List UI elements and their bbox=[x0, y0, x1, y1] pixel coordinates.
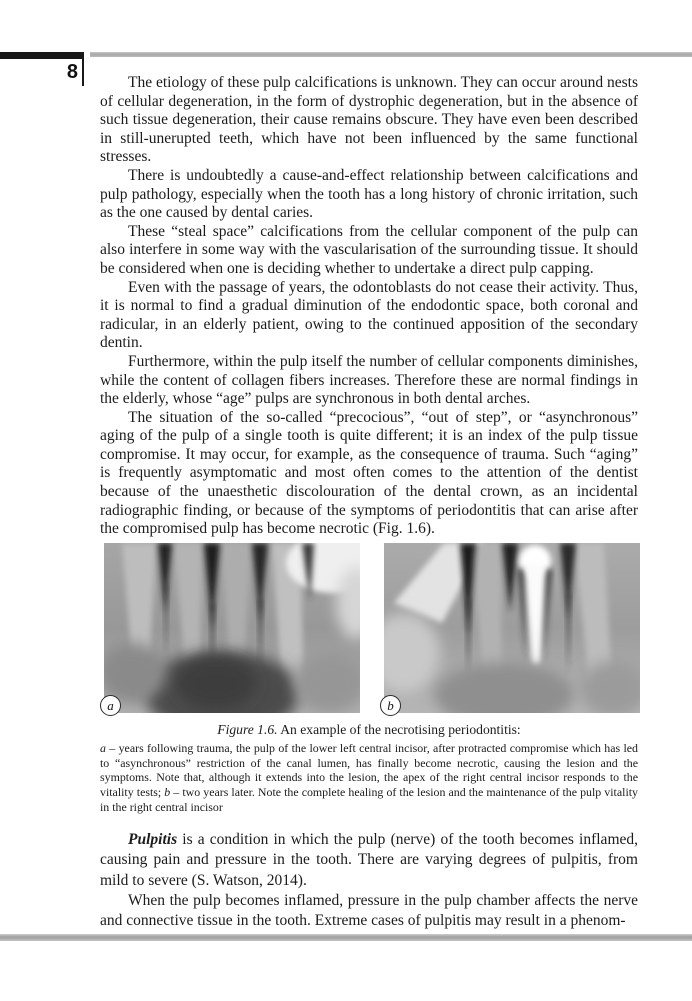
body-paragraph: When the pulp becomes inflamed, pressure in the pulp chamber affects the nerve and connective tissue in the tooth. Extreme cases of pulpitis may result in a phenom- bbox=[100, 892, 638, 930]
post-figure-text bbox=[100, 830, 638, 932]
xray-a-image bbox=[104, 543, 360, 713]
caption-marker-b: b bbox=[164, 785, 171, 800]
page-number: 8 bbox=[66, 61, 78, 83]
figure-caption bbox=[100, 722, 638, 815]
caption-text-a: – years following trauma, the pulp of the lower left central incisor, after protracted compromise which has led to “asynchronous” restriction of the canal lumen, has finally become necrotic, causing the lesion and the symptoms. Note that, although it extends into the lesion, the apex of the right central incisor responds to the vitality tests; bbox=[100, 740, 638, 800]
figure-caption-number: Figure 1.6. bbox=[217, 721, 278, 737]
figure-caption-title: An example of the necrotising periodontitis: bbox=[277, 721, 521, 737]
footer-rule bbox=[0, 934, 692, 941]
body-paragraph: Furthermore, within the pulp itself the number of cellular components diminishes, while the content of collagen fibers increases. Therefore these are normal findings in the elderly, whose “age” pulps are synchronous in both dental arches. bbox=[100, 352, 638, 408]
header-rule bbox=[90, 52, 692, 57]
body-paragraph: Even with the passage of years, the odontoblasts do not cease their activity. Thus, it is normal to find a gradual diminution of the endodontic space, both coronal and radicular, in an elderly patient, owing to the continued apposition of the secondary dentin. bbox=[100, 278, 638, 352]
body-paragraph: The situation of the so-called “precocious”, “out of step”, or “asynchronous” aging of the pulp of a single tooth is quite different; it is an index of the pulp tissue compromise. It may occur, for example, as the consequence of trauma. Such “aging” is frequently asymptomatic and most often comes to the attention of the dentist because of the unaesthetic discolouration of the dental crown, as an incidental radiographic finding, or because of the symptoms of periodontitis that can arise after the compromised pulp has become necrotic (Fig. 1.6). bbox=[100, 408, 638, 538]
xray-b-image bbox=[384, 543, 640, 713]
caption-marker-a: a bbox=[100, 740, 106, 755]
page-number-divider bbox=[82, 52, 84, 86]
caption-text-b: – two years later. Note the complete healing of the lesion and the maintenance of the pulp vitality in the right central incisor bbox=[100, 785, 638, 815]
figure-caption-body bbox=[100, 741, 638, 815]
xray-row bbox=[104, 543, 638, 713]
pulpitis-paragraph bbox=[100, 830, 638, 891]
body-paragraph: The etiology of these pulp calcifications is unknown. They can occur around nests of cellular degeneration, in the form of dystrophic degeneration, but in the absence of such tissue degeneration, their cause remains obscure. They have even been described in still-unerupted teeth, which have not been influenced by the same functional stresses. bbox=[100, 74, 638, 166]
xray-panel-a bbox=[104, 543, 360, 713]
text-column bbox=[100, 74, 638, 932]
panel-a-badge: a bbox=[100, 695, 121, 716]
figure-caption-heading bbox=[100, 722, 638, 738]
panel-b-badge: b bbox=[380, 695, 401, 716]
pulpitis-text: is a condition in which the pulp (nerve) of the tooth becomes inflamed, causing pain and pressure in the tooth. There are varying degrees of pulpitis, from mild to severe (S. Watson, 2014). bbox=[100, 830, 638, 889]
pulpitis-term: Pulpitis bbox=[128, 830, 178, 848]
xray-panel-b bbox=[384, 543, 640, 713]
page-number-bar bbox=[0, 52, 83, 59]
figure-1-6 bbox=[100, 543, 638, 815]
body-paragraph: These “steal space” calcifications from the cellular component of the pulp can also interfere in some way with the vascularisation of the surrounding tissue. It should be considered when one is deciding whether to undertake a direct pulp capping. bbox=[100, 222, 638, 277]
body-paragraph: There is undoubtedly a cause-and-effect relationship between calcifications and pulp pathology, especially when the tooth has a long history of chronic irritation, such as the one caused by dental caries. bbox=[100, 166, 638, 222]
